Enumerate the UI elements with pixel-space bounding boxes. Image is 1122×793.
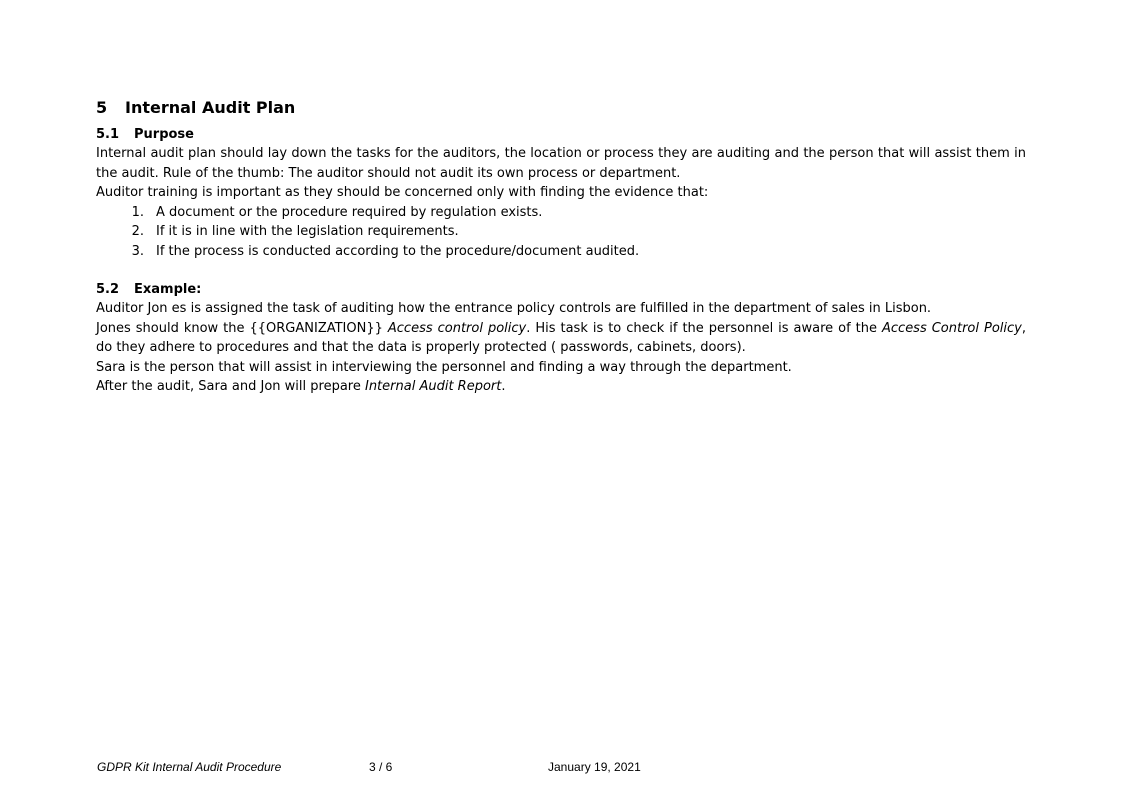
list-item bbox=[96, 222, 1026, 242]
page-footer bbox=[97, 760, 697, 778]
evidence-list bbox=[96, 203, 1026, 262]
example-line-2-part: Jones should know the {{ORGANIZATION}} bbox=[96, 320, 388, 336]
footer-page-number: 3 / 6 bbox=[369, 760, 393, 774]
purpose-paragraph-1: Internal audit plan should lay down the tasks for the auditors, the location or process they are auditing and the person that will assist them in the audit. Rule of the thumb: The auditor should not audit its own process or department. bbox=[96, 146, 1026, 181]
example-number: 5.2 bbox=[96, 282, 120, 297]
section-number: 5 bbox=[96, 98, 108, 117]
access-control-policy-ref: Access Control Policy bbox=[882, 320, 1022, 336]
section-heading bbox=[96, 97, 1026, 119]
access-control-policy-ref: Access control policy bbox=[387, 320, 527, 336]
footer-date: January 19, 2021 bbox=[548, 760, 641, 774]
list-item bbox=[96, 242, 1026, 262]
list-item-text: A document or the procedure required by regulation exists. bbox=[156, 204, 543, 220]
example-line-2-part: . His task is to check if the personnel is aware of the bbox=[526, 320, 882, 336]
internal-audit-report-ref: Internal Audit Report bbox=[364, 379, 502, 394]
section-title: Internal Audit Plan bbox=[125, 98, 296, 117]
list-marker: 2. bbox=[131, 224, 144, 239]
example-line-3: Sara is the person that will assist in interviewing the personnel and finding a way through the department. bbox=[96, 359, 792, 375]
example-line-4 bbox=[96, 377, 1026, 397]
list-item-text: If the process is conducted according to the procedure/document audited. bbox=[156, 243, 640, 259]
list-marker: 3. bbox=[131, 243, 144, 259]
document-page bbox=[96, 97, 1026, 397]
purpose-heading bbox=[96, 125, 1026, 144]
example-line-4-part: . bbox=[501, 379, 506, 394]
spacer bbox=[96, 261, 1026, 280]
purpose-paragraph-2: Auditor training is important as they should be concerned only with finding the evidence that: bbox=[96, 185, 709, 200]
example-line-2-part: , do they adhere to procedures and that the data is properly protected ( passwords, cabinets, doors). bbox=[96, 320, 1026, 355]
example-line-4-part: After the audit, Sara and Jon will prepare bbox=[96, 379, 365, 394]
example-line-1: Auditor Jon es is assigned the task of auditing how the entrance policy controls are fulfilled in the department of sales in Lisbon. bbox=[96, 301, 932, 316]
example-heading bbox=[96, 280, 1026, 299]
list-item-text: If it is in line with the legislation requirements. bbox=[156, 224, 459, 239]
footer-document-title: GDPR Kit Internal Audit Procedure bbox=[97, 760, 282, 774]
example-line-2 bbox=[96, 319, 1026, 358]
example-title: Example: bbox=[134, 282, 202, 297]
list-marker: 1. bbox=[131, 204, 144, 220]
list-item bbox=[96, 203, 1026, 223]
purpose-number: 5.1 bbox=[96, 127, 120, 142]
purpose-title: Purpose bbox=[134, 127, 194, 142]
